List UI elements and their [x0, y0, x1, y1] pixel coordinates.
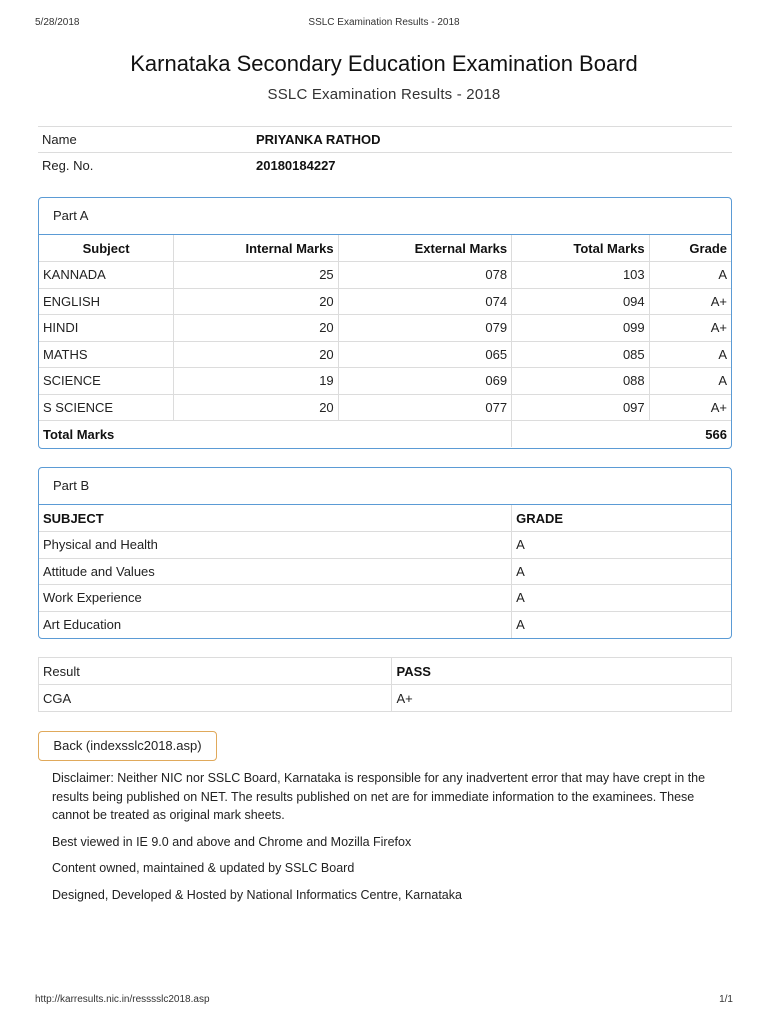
subject-cell: ENGLISH	[39, 288, 174, 315]
internal-marks-cell: 20	[174, 315, 338, 342]
board-title: Karnataka Secondary Education Examination Board	[130, 51, 638, 76]
external-marks-cell: 074	[338, 288, 511, 315]
name-label: Name	[38, 127, 252, 153]
internal-marks-cell: 20	[174, 341, 338, 368]
subject-cell: S SCIENCE	[39, 394, 174, 421]
reg-no-label: Reg. No.	[38, 153, 252, 179]
internal-marks-cell: 25	[174, 262, 338, 289]
total-marks-value: 566	[512, 421, 731, 448]
print-date: 5/28/2018	[35, 17, 80, 28]
result-label: Result	[39, 658, 392, 685]
table-row	[39, 288, 731, 315]
col-internal-marks: Internal Marks	[174, 235, 338, 262]
total-marks-cell: 097	[512, 394, 650, 421]
total-marks-label: Total Marks	[39, 421, 512, 448]
col-grade: GRADE	[512, 505, 731, 532]
part-a-heading: Part A	[39, 198, 731, 235]
part-b-header-row	[39, 505, 731, 532]
grade-cell: A	[512, 532, 731, 559]
internal-marks-cell: 20	[174, 288, 338, 315]
reg-row	[38, 153, 732, 179]
result-row	[39, 658, 732, 685]
col-grade: Grade	[649, 235, 731, 262]
part-a-panel	[38, 197, 732, 449]
cga-label: CGA	[39, 685, 392, 712]
grade-cell: A	[649, 341, 731, 368]
table-row	[39, 611, 731, 638]
internal-marks-cell: 20	[174, 394, 338, 421]
part-a-marks-table	[39, 235, 731, 447]
grade-cell: A	[512, 611, 731, 638]
total-marks-cell: 085	[512, 341, 650, 368]
grade-cell: A	[649, 368, 731, 395]
grade-cell: A	[649, 262, 731, 289]
student-name: PRIYANKA RATHOD	[252, 127, 732, 153]
col-subject: Subject	[39, 235, 174, 262]
part-b-grades-table	[39, 505, 731, 638]
total-marks-cell: 099	[512, 315, 650, 342]
subject-cell: SCIENCE	[39, 368, 174, 395]
external-marks-cell: 069	[338, 368, 511, 395]
subject-cell: Art Education	[39, 611, 512, 638]
external-marks-cell: 078	[338, 262, 511, 289]
results-subtitle: SSLC Examination Results - 2018	[267, 86, 501, 103]
grade-cell: A+	[649, 288, 731, 315]
subject-cell: Work Experience	[39, 585, 512, 612]
grade-cell: A+	[649, 315, 731, 342]
external-marks-cell: 079	[338, 315, 511, 342]
col-subject: SUBJECT	[39, 505, 512, 532]
table-row	[39, 585, 731, 612]
part-b-panel	[38, 467, 732, 639]
subject-cell: Attitude and Values	[39, 558, 512, 585]
grade-cell: A	[512, 585, 731, 612]
table-row	[39, 394, 731, 421]
col-external-marks: External Marks	[338, 235, 511, 262]
designed-by-note: Designed, Developed & Hosted by National Informatics Centre, Karnataka	[52, 887, 462, 902]
browser-note: Best viewed in IE 9.0 and above and Chrome and Mozilla Firefox	[52, 834, 412, 849]
subject-cell: MATHS	[39, 341, 174, 368]
print-footer	[35, 994, 733, 1008]
student-info-table	[38, 126, 732, 179]
print-doc-title: SSLC Examination Results - 2018	[308, 17, 460, 28]
subject-cell: Physical and Health	[39, 532, 512, 559]
cga-value: A+	[392, 685, 732, 712]
back-button[interactable]: Back (indexsslc2018.asp)	[38, 731, 217, 761]
internal-marks-cell: 19	[174, 368, 338, 395]
table-row	[39, 368, 731, 395]
total-marks-row	[39, 421, 731, 448]
total-marks-cell: 103	[512, 262, 650, 289]
grade-cell: A+	[649, 394, 731, 421]
page-number: 1/1	[719, 994, 733, 1005]
table-row	[39, 262, 731, 289]
cga-row	[39, 685, 732, 712]
print-url: http://karresults.nic.in/resssslc2018.asp	[35, 994, 210, 1005]
total-marks-cell: 088	[512, 368, 650, 395]
part-b-heading: Part B	[39, 468, 731, 505]
table-row	[39, 341, 731, 368]
name-row	[38, 127, 732, 153]
part-a-header-row	[39, 235, 731, 262]
content-owner-note: Content owned, maintained & updated by SSLC Board	[52, 861, 355, 875]
disclaimer-text: Disclaimer: Neither NIC nor SSLC Board, Karnataka is responsible for any inadvertent error that may have crept in the results being published on NET. The results published on net are for immediate information to the examinees. These cannot be treated as original mark sheets.	[52, 771, 706, 822]
grade-cell: A	[512, 558, 731, 585]
print-header	[35, 17, 733, 31]
table-row	[39, 532, 731, 559]
external-marks-cell: 065	[338, 341, 511, 368]
footer-notes	[52, 769, 722, 912]
subject-cell: KANNADA	[39, 262, 174, 289]
total-marks-cell: 094	[512, 288, 650, 315]
external-marks-cell: 077	[338, 394, 511, 421]
result-value: PASS	[392, 658, 732, 685]
table-row	[39, 558, 731, 585]
table-row	[39, 315, 731, 342]
col-total-marks: Total Marks	[512, 235, 650, 262]
result-table	[38, 657, 732, 712]
subject-cell: HINDI	[39, 315, 174, 342]
reg-no-value: 20180184227	[252, 153, 732, 179]
